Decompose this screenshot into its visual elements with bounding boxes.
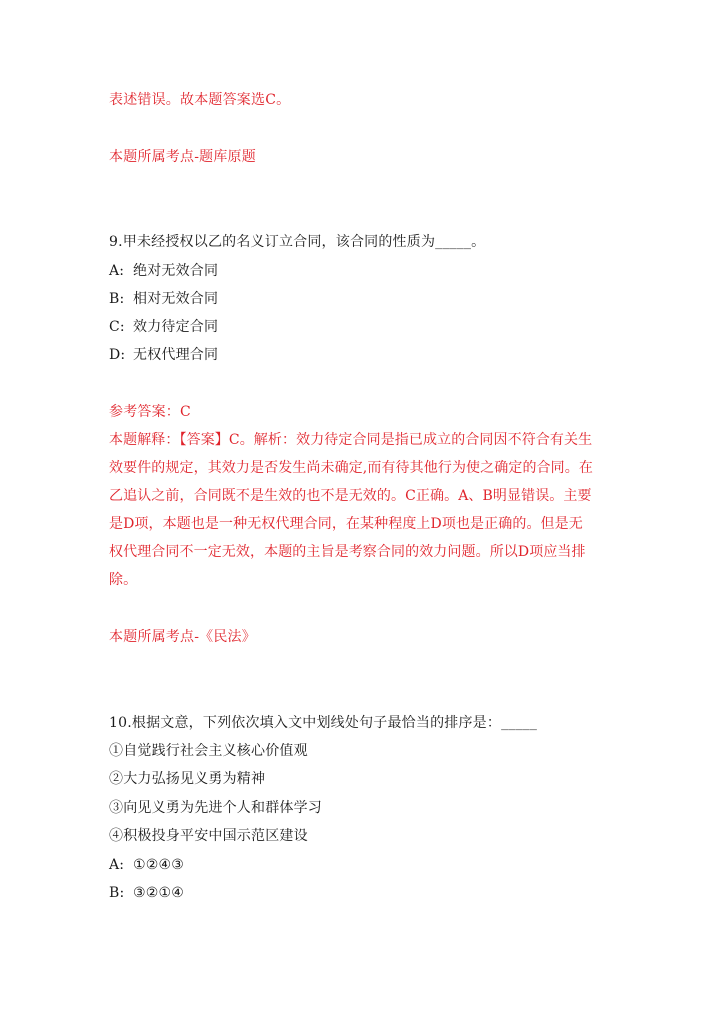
q9-option-c [109,318,218,336]
q9-explanation-line: 本题解释：【答案】C。解析：效力待定合同是指已成立的合同因不符合有关生 [109,432,593,448]
q9-stem: 9.甲未经授权以乙的名义订立合同，该合同的性质为_____。 [109,234,486,250]
q9-explanation-line: 权代理合同不一定无效，本题的主旨是考察合同的效力问题。所以D项应当排 [109,544,586,560]
option-text: 绝对无效合同 [133,263,219,279]
q10-option-a [109,856,184,874]
q9-explanation-line: 效要件的规定，其效力是否发生尚未确定,而有待其他行为使之确定的合同。在 [109,460,593,476]
option-text: 效力待定合同 [133,319,219,335]
option-text: 相对无效合同 [133,291,219,307]
q9-explanation-line: 是D项，本题也是一种无权代理合同，在某种程度上D项也是正确的。但是无 [109,516,583,532]
option-text: ①②④③ [133,857,185,873]
q9-option-d [109,346,218,364]
q10-sentence: ③向见义勇为先进个人和群体学习 [109,800,322,816]
option-label: B: [109,885,125,901]
option-label: C: [109,319,125,335]
q9-explanation-line: 乙追认之前，合同既不是生效的也不是无效的。C正确。A、B明显错误。主要 [109,488,592,504]
option-label: B: [109,291,125,307]
q9-option-a [109,262,218,280]
prev-topic-line: 本题所属考点-题库原题 [109,149,256,165]
q9-topic: 本题所属考点-《民法》 [109,629,256,645]
q9-explanation-line: 除。 [109,572,138,588]
option-text: ③②①④ [133,885,185,901]
q10-stem: 10.根据文意，下列依次填入文中划线处句子最恰当的排序是：_____ [109,715,538,731]
q10-sentence: ②大力弘扬见义勇为精神 [109,771,266,787]
q10-sentence: ④积极投身平安中国示范区建设 [109,828,308,844]
prev-explanation-tail: 表述错误。故本题答案选C。 [109,92,291,108]
q9-answer: 参考答案：C [109,404,191,420]
option-text: 无权代理合同 [133,347,219,363]
option-label: D: [109,347,126,363]
option-label: A: [109,263,125,279]
option-label: A: [109,857,125,873]
q9-option-b [109,290,218,308]
q10-sentence: ①自觉践行社会主义核心价值观 [109,743,308,759]
q10-option-b [109,884,184,902]
